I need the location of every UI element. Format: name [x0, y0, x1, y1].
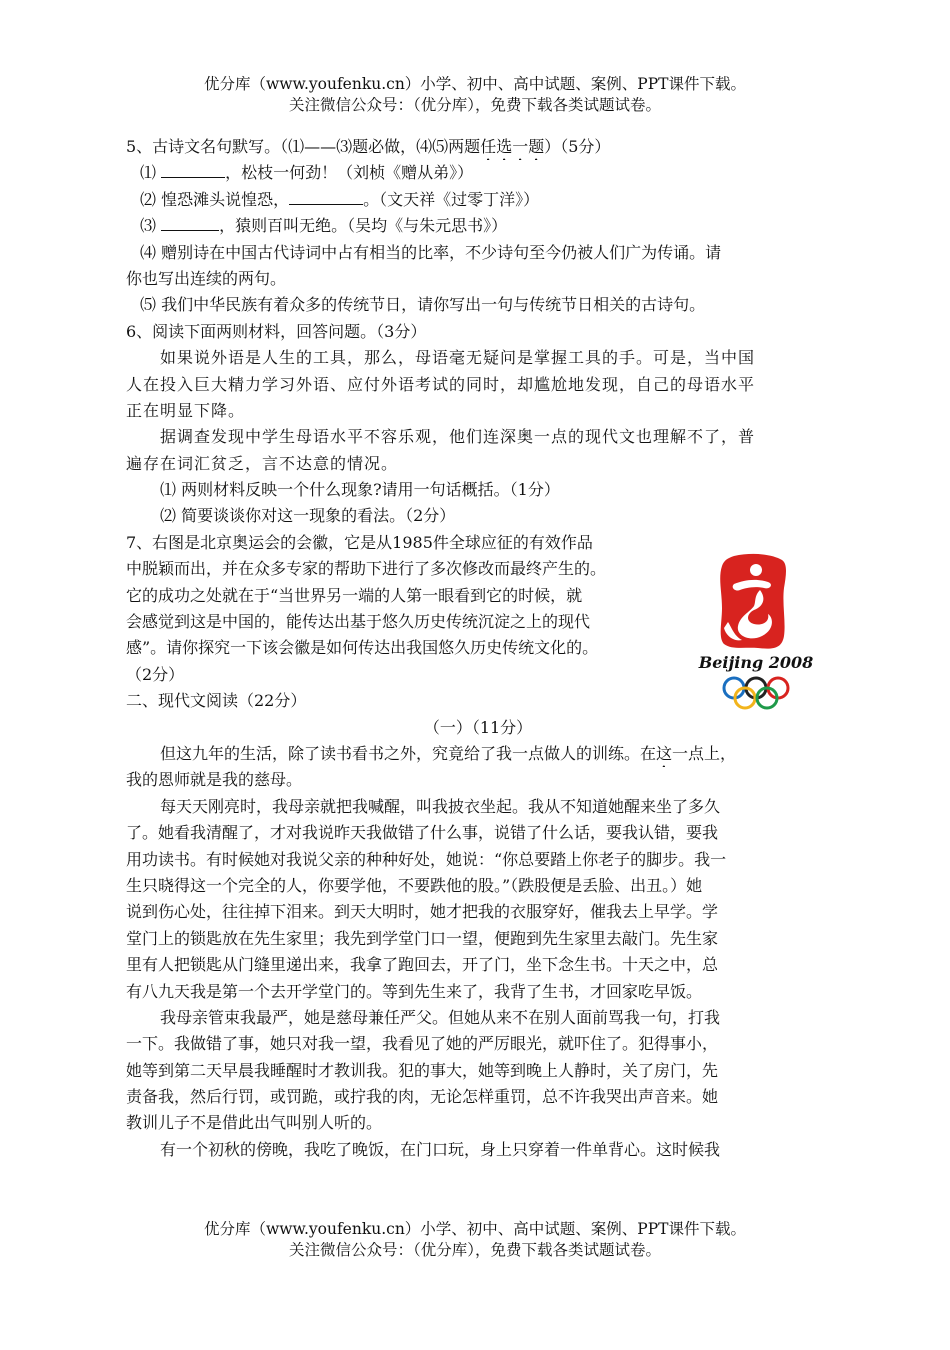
passage-p1-line-1	[126, 741, 830, 767]
beijing-2008-emblem	[694, 552, 818, 712]
passage-p1-text-b: 一点上，	[672, 743, 737, 763]
q6-material-1-line-3: 正在明显下降。	[126, 400, 246, 420]
header-line-1: 优分库（www.youfenku.cn）小学、初中、高中试题、案例、PPT课件下载。	[203, 75, 747, 93]
q5-title	[126, 134, 830, 160]
passage-p2-line: 每天天刚亮时，我母亲就把我喊醒，叫我披衣坐起。我从不知道她醒来坐了多久	[160, 796, 721, 816]
q6-sub-question-1: ⑴ 两则材料反映一个什么现象?请用一句话概括。（1分）	[160, 480, 560, 500]
q5-item-3-text: ，猿则百叫无绝。（吴均《与朱元思书》）	[219, 216, 508, 236]
passage-p3-line: 一下。我做错了事，她只对我一望，我看见了她的严厉眼光，就吓住了。犯得事小，	[126, 1034, 719, 1054]
page-footer	[0, 1219, 950, 1261]
q5-item-3-number: ⑶	[140, 216, 157, 236]
q5-title-text: 5、古诗文名句默写。（⑴——⑶题必做，⑷⑸两题	[126, 137, 481, 156]
passage-p4-line-1: 有一个初秋的傍晚，我吃了晚饭，在门口玩，身上只穿着一件单背心。这时候我	[160, 1139, 721, 1159]
passage-p2-line: 里有人把锁匙从门缝里递出来，我拿了跑回去，开了门，坐下念生书。十天之中，总	[126, 955, 719, 975]
q7-line-5: 感”。请你探究一下该会徽是如何传达出我国悠久历史传统文化的。	[126, 638, 599, 658]
q5-item-1	[126, 160, 830, 186]
passage-p2-line: 用功读书。有时候她对我说父亲的种种好处，她说：“你总要踏上你老子的脚步。我一	[126, 849, 727, 869]
q5-item-2	[126, 187, 830, 213]
passage-p3-line: 我母亲管束我最严，她是慈母兼任严父。但她从来不在别人面前骂我一句，打我	[160, 1007, 721, 1027]
passage-p2-line: 有八九天我是第一个去开学堂门的。等到先生来了，我背了生书，才回家吃早饭。	[126, 981, 703, 1001]
section-2-title: 二、现代文阅读（22分）	[126, 691, 307, 711]
q6-material-2-line-1: 据调查发现中学生母语水平不容乐观，他们连深奥一点的现代文也理解不了，普	[160, 427, 756, 447]
q6-sub-question-2: ⑵ 简要谈谈你对这一现象的看法。（2分）	[160, 506, 456, 526]
passage-p3-line: 教训儿子不是借此出气叫别人听的。	[126, 1113, 383, 1133]
olympic-rings	[724, 678, 788, 708]
page-header	[0, 74, 950, 116]
footer-line-2: 关注微信公众号：（优分库），免费下载各类试题试卷。	[288, 1241, 661, 1259]
passage-emphasis-char: 这	[656, 743, 673, 763]
passage-p3-line: 责备我，然后行罚，或罚跪，或拧我的肉，无论怎样重罚，总不许我哭出声音来。她	[126, 1087, 719, 1107]
q5-title-score: ）（5分）	[544, 137, 611, 156]
q6-material-1-line-2: 人在投入巨大精力学习外语、应付外语考试的同时，却尴尬地发现，自己的母语水平	[126, 374, 756, 394]
header-line-2: 关注微信公众号：（优分库），免费下载各类试题试卷。	[288, 96, 661, 114]
q7-line-6: （2分）	[126, 664, 185, 684]
passage-p2-line: 说到伤心处，往往掉下泪来。到天大明时，她才把我的衣服穿好，催我去上早学。学	[126, 902, 719, 922]
q5-item-4-line-1: ⑷ 赠别诗在中国古代诗词中占有相当的比率，不少诗句至今仍被人们广为传诵。请	[140, 242, 722, 262]
olympic-emblem-graphic	[694, 552, 818, 712]
passage-p2-line: 了。她看我清醒了，才对我说昨天我做错了什么事，说错了什么话，要我认错，要我	[126, 823, 719, 843]
q5-item-1-text: ，松枝一何劲！（刘桢《赠从弟》）	[225, 163, 474, 183]
q7-line-2: 中脱颖而出，并在众多专家的帮助下进行了多次修改而最终产生的。	[126, 559, 607, 579]
q5-item-2-text-b: 。（文天祥《过零丁洋》）	[363, 189, 540, 209]
passage-p1-line-2: 我的恩师就是我的慈母。	[126, 770, 303, 790]
answer-blank-2[interactable]	[289, 187, 363, 205]
figure-head	[750, 564, 762, 576]
q5-item-1-number: ⑴	[140, 163, 157, 183]
q7-line-4: 会感觉到这是中国的，能传达出基于悠久历史传统沉淀之上的现代	[126, 612, 591, 632]
answer-blank-3[interactable]	[161, 213, 219, 231]
q6-title: 6、阅读下面两则材料，回答问题。（3分）	[126, 321, 427, 341]
q7-line-1: 7、右图是北京奥运会的会徽，它是从1985件全球应征的有效作品	[126, 532, 593, 552]
q5-emphasis-text: 任选一题	[480, 137, 545, 156]
passage-p3-line: 她等到第二天早晨我睡醒时才教训我。犯的事大，她等到晚上人静时，关了房门，先	[126, 1060, 719, 1080]
q6-material-1-line-1: 如果说外语是人生的工具，那么，母语毫无疑问是掌握工具的手。可是，当中国	[160, 348, 756, 368]
footer-line-1: 优分库（www.youfenku.cn）小学、初中、高中试题、案例、PPT课件下载。	[203, 1220, 747, 1238]
q5-item-5: ⑸ 我们中华民族有着众多的传统节日，请你写出一句与传统节日相关的古诗句。	[140, 295, 706, 315]
answer-blank-1[interactable]	[161, 160, 225, 178]
q5-item-4-line-2: 你也写出连续的两句。	[126, 268, 287, 288]
q6-material-2-line-2: 遍存在词汇贫乏，言不达意的情况。	[126, 453, 399, 473]
logo-text: Beijing 2008	[698, 653, 814, 672]
q7-line-3: 它的成功之处就在于“当世界另一端的人第一眼看到它的时候，就	[126, 585, 583, 605]
section-2-subtitle: （一）（11分）	[423, 717, 533, 737]
passage-p1-text-a: 但这九年的生活，除了读书看书之外，究竟给了我一点做人的训练。在	[160, 743, 657, 763]
passage-p2-line: 堂门上的锁匙放在先生家里；我先到学堂门口一望，便跑到先生家里去敲门。先生家	[126, 928, 719, 948]
q5-item-3	[126, 213, 830, 239]
passage-p2-line: 生只晓得这一个完全的人，你要学他，不要跌他的股。”（跌股便是丢脸、出丑。）她	[126, 875, 703, 895]
q5-item-2-text-a: ⑵ 惶恐滩头说惶恐，	[140, 189, 290, 209]
